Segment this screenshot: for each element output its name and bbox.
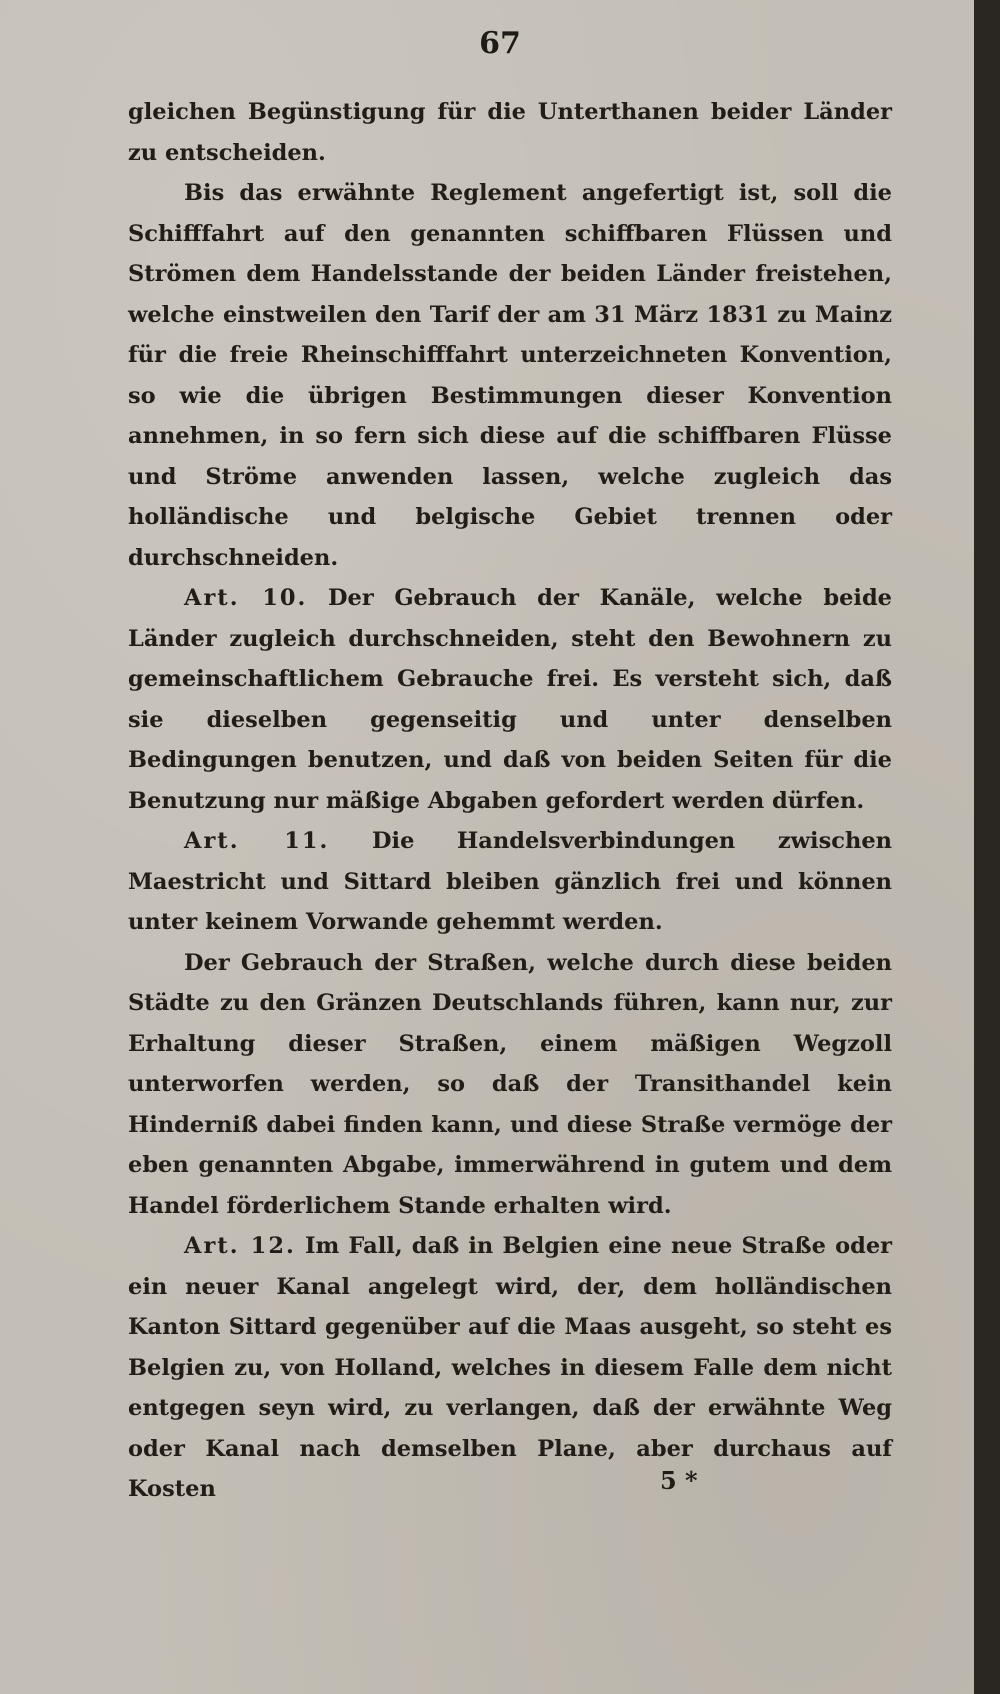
article-12 [128,1226,892,1510]
paragraph-text: Der Gebrauch der Kanäle, welche beide Länder zugleich durchschneiden, steht den Bewohnern zu gemeinschaftlichem Gebrauche frei. Es versteht sich, daß sie dieselben gegenseitig und unter denselben Bedingungen benutzen, und daß von beiden Seiten für die Benutzung nur mäßige Abgaben gefordert werden dürfen. [128,585,892,814]
scan-edge [974,0,1000,1694]
paragraph-text: Der Gebrauch der Straßen, welche durch diese beiden Städte zu den Gränzen Deutschlands führen, kann nur, zur Erhaltung dieser Straßen, einem mäßigen Wegzoll unterworfen werden, so daß der Transithandel kein Hinderniß dabei finden kann, und diese Straße vermöge der eben genannten Abgabe, immerwährend in gutem und dem Handel förderlichem Stande erhalten wird. [128,949,892,1219]
article-label: Art. 10. [184,585,308,611]
paragraph-1 [128,92,892,173]
paragraph-2 [128,173,892,578]
paragraph-5 [128,943,892,1227]
paragraph-text: Bis das erwähnte Reglement angefertigt ist, soll die Schifffahrt auf den genannten schiffbaren Flüssen und Strömen dem Handelsstande der beiden Länder freistehen, welche einstweilen den Tarif der am 31 März 1831 zu Mainz für die freie Rheinschifffahrt unterzeichneten Konvention, so wie die übrigen Bestimmungen dieser Konvention annehmen, in so fern sich diese auf die schiffbaren Flüsse und Ströme anwenden lassen, welche zugleich das holländische und belgische Gebiet trennen oder durchschneiden. [128,180,892,571]
paragraph-text: Im Fall, daß in Belgien eine neue Straße oder ein neuer Kanal angelegt wird, der, dem holländischen Kanton Sittard gegenüber auf die Maas ausgeht, so steht es Belgien zu, von Holland, welches in diesem Falle dem nicht entgegen seyn wird, zu verlangen, daß der erwähnte Weg oder Kanal nach demselben Plane, aber durchaus auf Kosten [128,1233,892,1502]
printer-signature-mark: 5 * [660,1466,698,1495]
page-number: 67 [479,26,521,61]
article-10 [128,578,892,821]
body-text [128,92,892,1510]
article-label: Art. 11. [184,828,330,854]
article-label: Art. 12. [184,1233,296,1259]
article-11 [128,821,892,943]
paragraph-text: Die Handelsverbindungen zwischen Maestricht und Sittard bleiben gänzlich frei und können unter keinem Vorwande gehemmt werden. [128,828,892,935]
paragraph-text: gleichen Begünstigung für die Unterthanen beider Länder zu entscheiden. [128,99,892,166]
